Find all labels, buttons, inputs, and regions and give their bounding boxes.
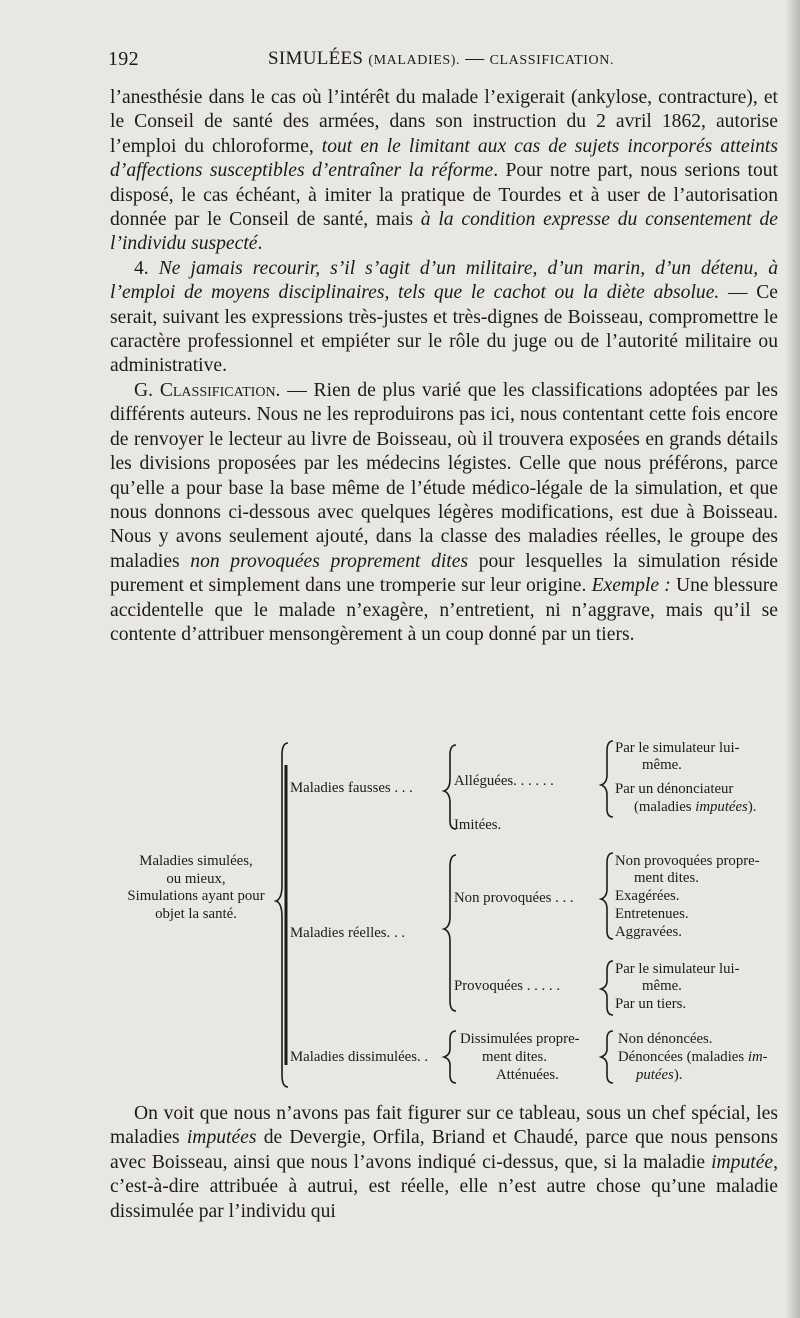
alleguees-sub-2b bbox=[634, 799, 756, 817]
brace-prov bbox=[601, 961, 613, 1015]
pv-item-2: Par un tiers. bbox=[615, 996, 687, 1012]
p1-text-a: l’anesthésie dans le cas où l’intérêt du malade l’exigerait (ankylose, contracture), et le Conseil de santé des armées, dans son instruction du 2 avril 1862, autorise l’emploi du chloroforme, bbox=[110, 87, 778, 157]
provoquees: Provoquées . . . . . bbox=[454, 978, 561, 994]
paragraph-conclusion bbox=[110, 1102, 778, 1224]
root-line-4: objet la santé. bbox=[155, 905, 237, 922]
dd-item-1: Non dénoncées. bbox=[618, 1031, 713, 1047]
p1-text-c: . bbox=[257, 233, 263, 255]
ds-item-2: Atténuées. bbox=[496, 1067, 559, 1083]
brace-dissim bbox=[444, 1031, 456, 1083]
p4-text-c: , c’est-à-dire attribuée à autrui, est réelle, elle n’est autre chose qu’une maladie dissimulée par l’individu qui bbox=[110, 1151, 778, 1222]
maladies-fausses: Maladies fausses . . . bbox=[290, 780, 413, 796]
root-line-1: Maladies simulées, bbox=[139, 853, 253, 869]
body-text-top bbox=[110, 86, 778, 647]
running-title bbox=[268, 48, 614, 70]
alleguees-sub-1b: même. bbox=[642, 757, 682, 773]
p4-italic-a: imputées bbox=[186, 1127, 257, 1149]
non-provoquees: Non provoquées . . . bbox=[454, 890, 574, 906]
par-denon-b: (maladies bbox=[634, 799, 696, 815]
p4-text-b: de Devergie, Orfila, Briand et Chaudé, parce que nous pensons avec Boisseau, ainsi que nous l’avons indiqué ci-dessus, que, si la maladie bbox=[110, 1127, 778, 1173]
classification-table bbox=[110, 735, 780, 1095]
p4-text-a: On voit que nous n’avons pas fait figurer sur ce tableau, sous un chef spécial, les maladies bbox=[110, 1103, 778, 1149]
ds-item-1: Dissimulées propre- bbox=[460, 1031, 580, 1047]
p1-text-b: . Pour notre part, nous serions tout disposé, le cas échéant, à imiter la pratique de Tourdes et à user de l’autorisation donnée par le Conseil de santé, mais bbox=[110, 160, 778, 231]
root-line-3: Simulations ayant pour bbox=[127, 888, 265, 905]
alleguees-sub-1: Par le simulateur lui- bbox=[615, 740, 740, 756]
page-edge-shadow bbox=[786, 0, 800, 1318]
paragraph-rule-4 bbox=[110, 257, 778, 379]
brace-nonprov bbox=[601, 853, 613, 939]
dd-2-italic: im- bbox=[747, 1049, 768, 1065]
p1-italic-a: tout en le limitant aux cas de sujets incorporés atteints d’affections susceptibles d’entraîner la réforme bbox=[110, 135, 778, 182]
p2-number: 4. bbox=[134, 257, 159, 279]
brace-dissim-2 bbox=[601, 1031, 613, 1083]
maladies-reelles: Maladies réelles. . . bbox=[290, 925, 406, 941]
paragraph-classification bbox=[110, 379, 778, 647]
dd-2b-italic: putées bbox=[636, 1067, 674, 1083]
title-main: SIMULÉES bbox=[268, 48, 364, 69]
table-root-label bbox=[110, 853, 282, 923]
dd-2c-text: ). bbox=[673, 1067, 683, 1083]
brace-alleguees bbox=[601, 741, 613, 817]
p3-section-heading: Classification. bbox=[159, 379, 281, 401]
p3-italic-a: non provoquées proprement dites bbox=[190, 550, 469, 572]
p3-text-a: — Rien de plus varié que les classifications adoptées par les différents auteurs. Nous ne les reproduirons pas ici, nous contentant cette fois encore de renvoyer le lecteur au livre de Boisseau, où il trouvera exposées en grands détails les divisions proposées par les médecins légistes. Celle que nous préférons, parce qu’elle a pour base la base même de l’étude médico-légale de la simulation, et que nous donnons ci-dessous avec quelques légères modifications, est due à Boisseau. Nous y avons seulement ajouté, dans la classe des maladies réelles, le groupe des maladies bbox=[110, 379, 779, 572]
p3-text-b: pour lesquelles la simulation réside purement et simplement dans une tromperie sur leur origine. bbox=[110, 550, 778, 597]
par-denon-c: ). bbox=[747, 799, 757, 815]
alleguees-sub-2: Par un dénonciateur bbox=[615, 781, 734, 797]
page-number: 192 bbox=[108, 48, 139, 70]
running-header bbox=[108, 48, 768, 78]
title-section: CLASSIFICATION. bbox=[489, 53, 615, 68]
alleguees: Alléguées. . . . . . bbox=[454, 773, 554, 789]
p3-label: G. bbox=[134, 379, 160, 401]
dd-item-2 bbox=[618, 1049, 768, 1067]
maladies-dissimulees: Maladies dissimulées. . bbox=[290, 1049, 429, 1065]
dd-item-2b bbox=[636, 1067, 682, 1085]
root-line-2: ou mieux, bbox=[166, 870, 226, 887]
np-item-1: Non provoquées propre- bbox=[615, 853, 760, 869]
dd-2-text: Dénoncées (maladies bbox=[618, 1049, 748, 1065]
title-paren: (MALADIES). bbox=[368, 53, 461, 68]
p1-italic-b: à la condition expresse du consentement de l’individu suspecté bbox=[110, 209, 778, 255]
p4-italic-b: imputée bbox=[711, 1151, 774, 1173]
p2-italic: Ne jamais recourir, s’il s’agit d’un militaire, d’un marin, d’un détenu, à l’emploi de moyens disciplinaires, tels que le cachot ou la diète absolue. bbox=[110, 257, 778, 304]
np-item-4: Aggravées. bbox=[615, 924, 682, 940]
p2-text: — Ce serait, suivant les expressions très-justes et très-dignes de Boisseau, compromettre le caractère professionnel et empiéter sur le rôle du juge ou de l’autorité militaire ou administrative. bbox=[110, 282, 778, 377]
np-item-2: Exagérées. bbox=[615, 888, 680, 904]
imitees: Imitées. bbox=[454, 817, 502, 833]
paragraph-anesthesie bbox=[110, 86, 778, 257]
np-item-1b: ment dites. bbox=[634, 870, 699, 886]
par-denon-i: imputées bbox=[695, 799, 748, 815]
p3-italic-b: Exemple : bbox=[591, 575, 671, 597]
p3-text-c: Une blessure accidentelle que le malade n’exagère, n’entretient, ni n’aggrave, mais qu’il se contente d’attribuer mensongèrement à un coup donné par un tiers. bbox=[110, 575, 779, 645]
title-dash: — bbox=[465, 48, 485, 69]
np-item-3: Entretenues. bbox=[615, 906, 689, 922]
ds-item-1b: ment dites. bbox=[482, 1049, 547, 1065]
pv-item-1: Par le simulateur lui- bbox=[615, 961, 740, 977]
pv-item-1b: même. bbox=[642, 978, 682, 994]
body-text-bottom bbox=[110, 1102, 778, 1224]
